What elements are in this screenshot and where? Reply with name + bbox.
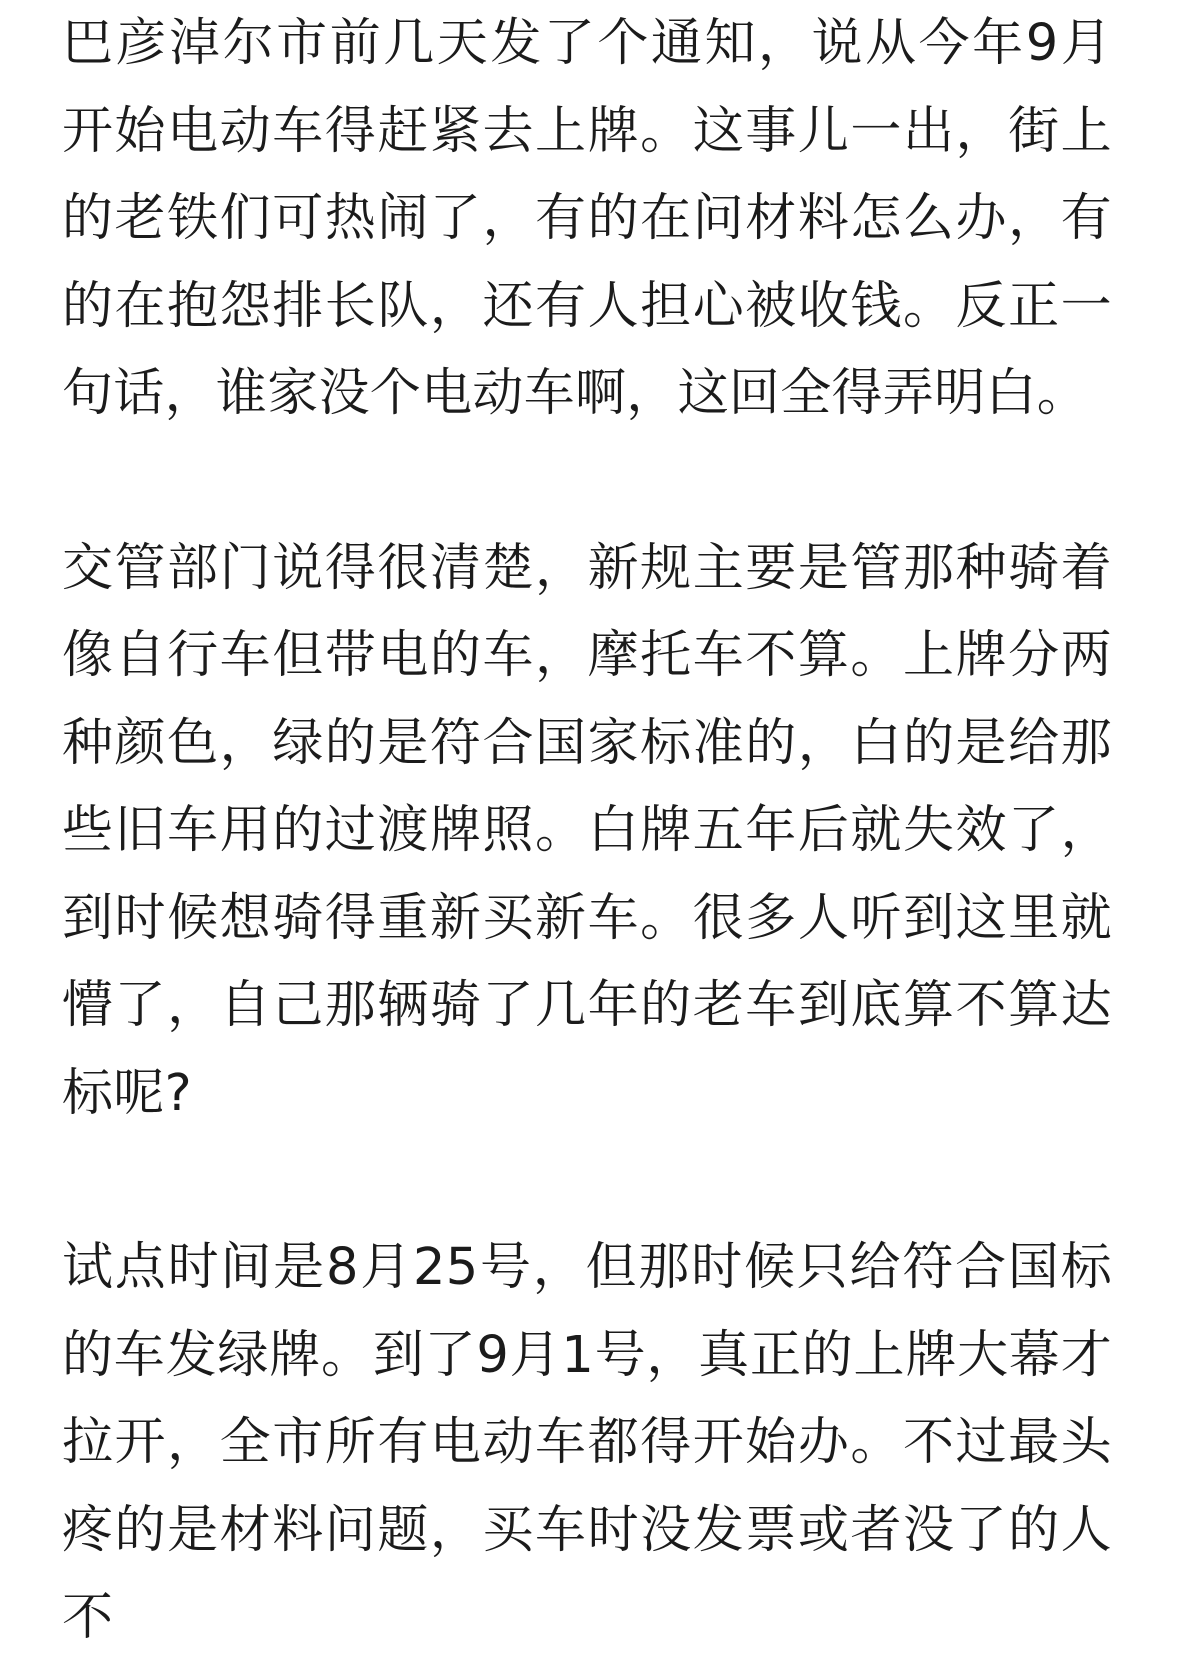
article-body [62,0,1112,1662]
article-paragraph-3: 试点时间是8月25号，但那时候只给符合国标的车发绿牌。到了9月1号，真正的上牌大幕才拉开，全市所有电动车都得开始办。不过最头疼的是材料问题，买车时没发票或者没了的人不 [62,1238,1112,1647]
article-paragraph-2: 交管部门说得很清楚，新规主要是管那种骑着像自行车但带电的车，摩托车不算。上牌分两种颜色，绿的是符合国家标准的，白的是给那些旧车用的过渡牌照。白牌五年后就失效了，到时候想骑得重新买新车。很多人听到这里就懵了，自己那辆骑了几年的老车到底算不算达标呢? [62,538,1112,1123]
article-paragraph-1: 巴彦淖尔市前几天发了个通知，说从今年9月开始电动车得赶紧去上牌。这事儿一出，街上的老铁们可热闹了，有的在问材料怎么办，有的在抱怨排长队，还有人担心被收钱。反正一句话，谁家没个电动车啊，这回全得弄明白。 [62,14,1112,423]
